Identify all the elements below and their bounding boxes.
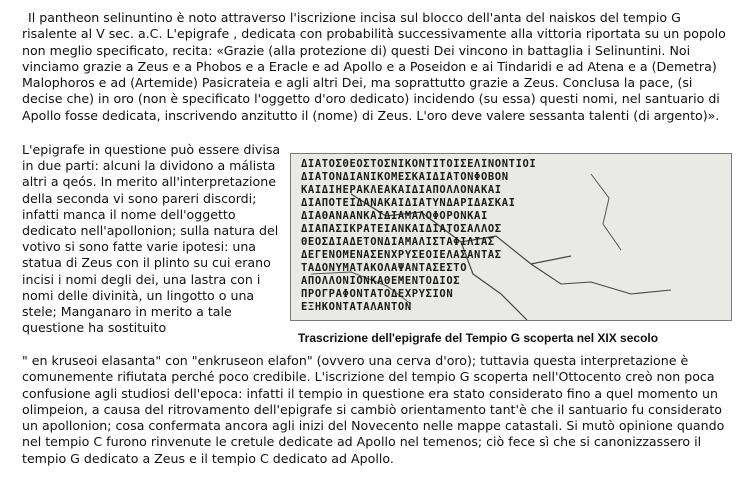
inscription-figure (282, 150, 734, 345)
inscription-stone-image (290, 153, 732, 321)
inscription-line: ΚΑΙΔΙΗΕΡΑΚΛΕΑΚΑΙΔΙΑΠΟΛΛΟΝΑΚΑΙ (301, 184, 502, 196)
bottom-paragraph: " en kruseoi elasanta" con "enkruseon elafon" (ovvero una cerva d'oro); tuttavia questa interpretazione è comunemente rifiutata perché poco credibile. L'iscrizione del tempio G scoperta nell'Ottocento creò non poca confusione agli studiosi dell'epoca: infatti il tempio in questione era stato considerato fino a quel momento un olimpeion, a causa del ritrovamento dell'epigrafe si cambiò orientamento tant'è che il santuario fu considerato un apollonion; cosa confermata ancora agli inizi del Novecento nelle mappe catastali. Si mutò opinione quando nel tempio C furono rinvenute le cretule dedicate ad Apollo nel temenos; ciò fece sì che si canonizzassero il tempio G dedicato a Zeus e il tempio C dedicato ad Apollo. (22, 353, 725, 466)
inscription-line: ΔΙΑΠΟΤΕΙΔΑΝΑΚΑΙΔΙΑΤΥΝΔΑΡΙΔΑΣΚΑΙ (301, 197, 516, 209)
inscription-line: ΕΞΗΚΟΝΤΑΤΑΛΑΝΤΟΝ (301, 301, 412, 313)
inscription-line: ΠΡΟΓΡΑΦΟΝΤΑΤΟΔΕΧΡΥΣΙΟΝ (301, 288, 454, 300)
inscription-line: ΔΙΑΠΑΣΙΚΡΑΤΕΙΑΝΚΑΙΔΙΑΤΟΣΑΛΛΟΣ (301, 223, 502, 235)
intro-paragraph: Il pantheon selinuntino è noto attraverso l'iscrizione incisa sul blocco dell'anta del naiskos del tempio G risalente al V sec. a.C. L'epigrafe , dedicata con probabilità successivamente alla vittoria riportata su un popolo non meglio specificato, recita: «Grazie (alla protezione di) questi Dei vincono in battaglia i Selinuntini. Noi vinciamo grazie a Zeus e a Phobos e a Eracle e ad Apollo e a Poseidon e ai Tindaridi e ad Atena e a (Demetra) Malophoros e ad (Artemide) Pasicrateia e agli altri Dei, ma soprattutto grazie a Zeus. Conclusa la pace, (si decise che) in oro (non è specificato l'oggetto d'oro dedicato) incidendo (su essa) questi nomi, nel santuario di Apollo fosse dedicata, inscrivendo anzitutto il (nome) di Zeus. L'oro deve valere sessanta talenti (di argento)». (22, 10, 726, 123)
left-column-paragraph: L'epigrafe in questione può essere divisa in due parti: alcuni la dividono a málista altri a qeós. In merito all'interpretazione della seconda vi sono pareri discordi; infatti manca il nome dell'oggetto dedicato nell'apollonion; sulla natura del votivo si sono fatte varie ipotesi: una statua di Zeus con il plinto su cui erano incisi i nomi degli dei, una lastra con i nomi delle divinità, un lingotto o una stele; Manganaro in merito a tale questione ha sostituito (22, 142, 281, 336)
inscription-line: ΑΠΟΛΛΟΝΙΟΝΚΑΘΕΜΕΝΤΟΔΙΟΣ (301, 275, 461, 287)
figure-caption: Trascrizione dell'epigrafe del Tempio G scoperta nel XIX secolo (298, 331, 659, 345)
inscription-line: ΔΕΓΕΝΟΜΕΝΑΣΕΝΧΡΥΣΕΟΙΕΛΑΣΑΝΤΑΣ (301, 249, 502, 261)
inscription-line: ΔΙΑΤΟΣΘΕΟΣΤΟΣΝΙΚΟΝΤΙΤΟΙΣΕΛΙΝΟΝΤΙΟΙ (301, 158, 537, 170)
inscription-line: ΔΙΑΤΟΝΔΙΑΝΙΚΟΜΕΣΚΑΙΔΙΑΤΟΝΦΟΒΟΝ (301, 171, 509, 183)
inscription-line: ΤΑΔΟΝΥΜΑΤΑΚΟΛΑΨΑΝΤΑΣΕΣΤΟ (301, 262, 468, 274)
inscription-line: ΘΕΟΣΔΙΑΔΕΤΟΝΔΙΑΜΑΛΙΣΤΑΦΙΛΙΑΣ (301, 236, 495, 248)
inscription-line: ΔΙΑΘΑΝΑΑΝΚΑΙΔΙΑΜΑΛΟΦΟΡΟΝΚΑΙ (301, 210, 488, 222)
